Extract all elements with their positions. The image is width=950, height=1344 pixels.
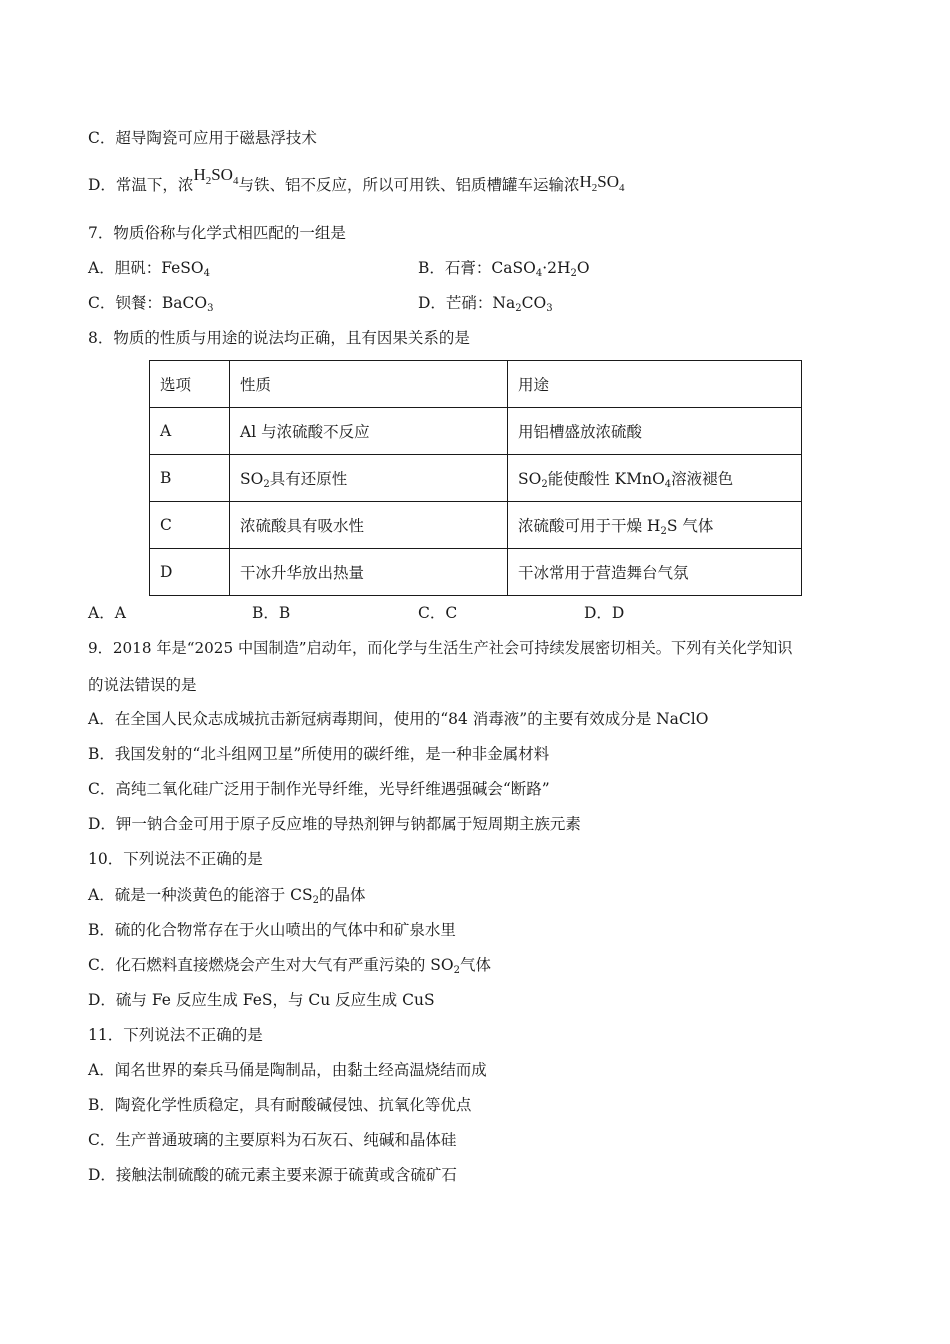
row-use: 干冰常用于营造舞台气氛 bbox=[508, 549, 802, 596]
q9-stem-line1: 9．2018 年是“2025 中国制造”启动年，而化学与生活生产社会可持续发展密切相关。下列有关化学知识 bbox=[88, 639, 793, 657]
q10-option-c: C．化石燃料直接燃烧会产生对大气有严重污染的 $SO_2$气体 bbox=[88, 956, 492, 976]
formula-h2so4: $H_2SO_4$ bbox=[579, 172, 625, 194]
q11-stem: 11．下列说法不正确的是 bbox=[88, 1026, 263, 1044]
q7-stem: 7．物质俗称与化学式相匹配的一组是 bbox=[88, 224, 346, 242]
q9-option-d: D．钾一钠合金可用于原子反应堆的导热剂钾与钠都属于短周期主族元素 bbox=[88, 815, 581, 833]
table-header-row bbox=[150, 361, 802, 408]
q8-answer-d: D．D bbox=[584, 604, 625, 622]
q10-option-a: A．硫是一种淡黄色的能溶于 $CS_2$的晶体 bbox=[88, 886, 366, 906]
q7-option-c: C．钡餐：BaCO$_3$ bbox=[88, 294, 214, 314]
q6-option-d-middle: 与铁、铝不反应，所以可用铁、铝质槽罐车运输浓 bbox=[238, 176, 580, 194]
header-use: 用途 bbox=[508, 361, 802, 408]
q11-option-b: B．陶瓷化学性质稳定，具有耐酸碱侵蚀、抗氧化等优点 bbox=[88, 1096, 472, 1114]
row-option: D bbox=[150, 549, 230, 596]
q6-option-d-prefix: D．常温下，浓 bbox=[88, 176, 194, 194]
q8-table bbox=[149, 360, 802, 596]
row-property: Al 与浓硫酸不反应 bbox=[230, 408, 508, 455]
row-option: A bbox=[150, 408, 230, 455]
header-option: 选项 bbox=[150, 361, 230, 408]
row-use: 用铝槽盛放浓硫酸 bbox=[508, 408, 802, 455]
row-option: C bbox=[150, 502, 230, 549]
row-use: 浓硫酸可用于干燥 $H_2S$ 气体 bbox=[508, 502, 802, 549]
table-row bbox=[150, 455, 802, 502]
q9-option-b: B．我国发射的“北斗组网卫星”所使用的碳纤维，是一种非金属材料 bbox=[88, 745, 550, 763]
q8-answer-c: C．C bbox=[418, 604, 458, 622]
q10-option-d: D．硫与 Fe 反应生成 FeS，与 Cu 反应生成 CuS bbox=[88, 991, 435, 1009]
q11-option-d: D．接触法制硫酸的硫元素主要来源于硫黄或含硫矿石 bbox=[88, 1166, 457, 1184]
row-use: $SO_2$能使酸性 KMnO$_4$溶液褪色 bbox=[508, 455, 802, 502]
q10-stem: 10．下列说法不正确的是 bbox=[88, 850, 263, 868]
table-row bbox=[150, 502, 802, 549]
table-row bbox=[150, 408, 802, 455]
q8-answer-b: B．B bbox=[252, 604, 291, 622]
q11-option-c: C．生产普通玻璃的主要原料为石灰石、纯碱和晶体硅 bbox=[88, 1131, 457, 1149]
q6-option-d bbox=[88, 165, 625, 195]
formula-h2so4: $H_2SO_4$ bbox=[193, 165, 239, 187]
q6-option-c: C．超导陶瓷可应用于磁悬浮技术 bbox=[88, 129, 317, 147]
q7-option-a: A．胆矾：FeSO$_4$ bbox=[88, 259, 210, 279]
row-option: B bbox=[150, 455, 230, 502]
q8-answer-a: A．A bbox=[88, 604, 126, 622]
q11-option-a: A．闻名世界的秦兵马俑是陶制品，由黏土经高温烧结而成 bbox=[88, 1061, 487, 1079]
q9-option-c: C．高纯二氧化硅广泛用于制作光导纤维，光导纤维遇强碱会“断路” bbox=[88, 780, 550, 798]
q9-stem-line2: 的说法错误的是 bbox=[88, 676, 197, 694]
q9-option-a: A．在全国人民众志成城抗击新冠病毒期间，使用的“84 消毒液”的主要有效成分是 NaClO bbox=[88, 710, 709, 728]
row-property: 干冰升华放出热量 bbox=[230, 549, 508, 596]
q7-option-d: D．芒硝：$Na_2CO_3$ bbox=[418, 294, 553, 314]
q7-option-b: B．石膏：$CaSO_4\cdot 2H_2O$ bbox=[418, 259, 590, 279]
row-property: 浓硫酸具有吸水性 bbox=[230, 502, 508, 549]
row-property: $SO_2$具有还原性 bbox=[230, 455, 508, 502]
q10-option-b: B．硫的化合物常存在于火山喷出的气体中和矿泉水里 bbox=[88, 921, 456, 939]
q8-stem: 8．物质的性质与用途的说法均正确，且有因果关系的是 bbox=[88, 329, 470, 347]
header-property: 性质 bbox=[230, 361, 508, 408]
table-row bbox=[150, 549, 802, 596]
